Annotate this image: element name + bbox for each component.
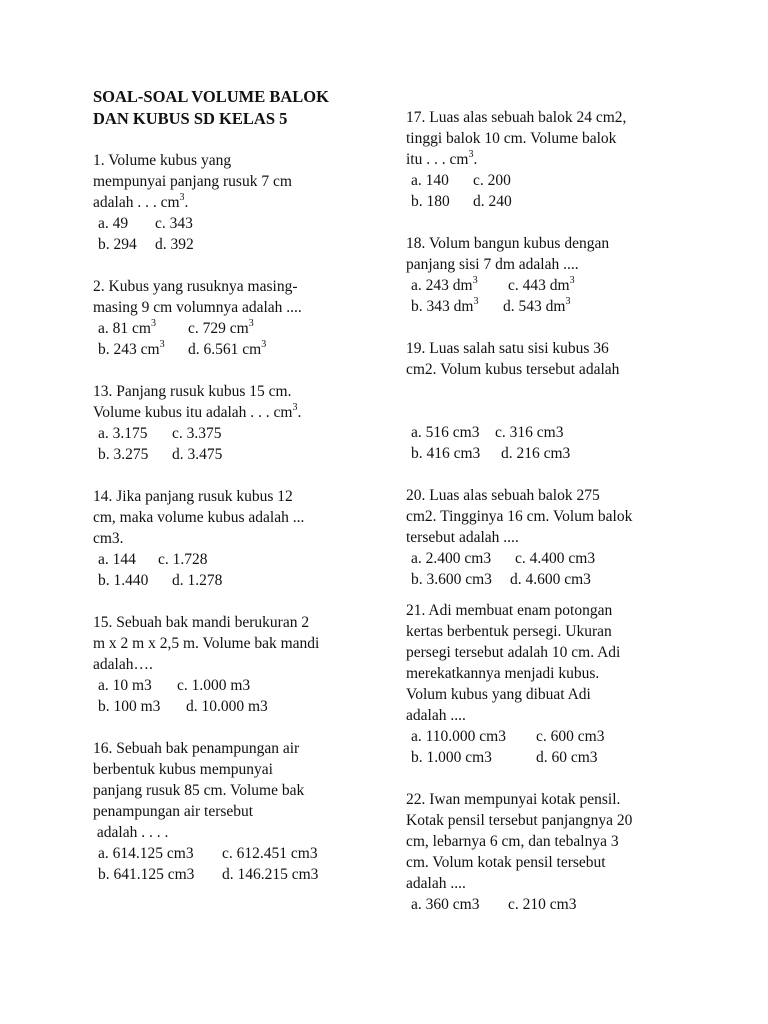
stem-line: cm, lebarnya 6 cm, dan tebalnya 3 bbox=[406, 833, 619, 850]
option-a[interactable] bbox=[411, 275, 508, 296]
title-line: SOAL-SOAL VOLUME BALOK bbox=[93, 87, 329, 106]
superscript: 3 bbox=[248, 317, 254, 329]
option-d[interactable]: d. 1.278 bbox=[172, 572, 223, 589]
option-c[interactable]: c. 3.375 bbox=[172, 425, 222, 442]
option-b[interactable]: b. 3.600 cm3 bbox=[411, 571, 492, 588]
answer-options bbox=[406, 275, 706, 317]
stem-tail: . bbox=[297, 404, 302, 421]
option-text: d. 543 dm bbox=[503, 298, 566, 315]
option-d[interactable]: d. 146.215 cm3 bbox=[222, 866, 319, 883]
stem-line bbox=[406, 149, 706, 170]
title-line: DAN KUBUS SD KELAS 5 bbox=[93, 109, 288, 128]
option-c[interactable]: c. 612.451 cm3 bbox=[222, 845, 318, 862]
option-a[interactable]: a. 614.125 cm3 bbox=[98, 845, 194, 862]
question-stem bbox=[406, 107, 706, 170]
blank-line bbox=[406, 401, 706, 422]
superscript: 3 bbox=[473, 295, 479, 307]
blank-line bbox=[406, 380, 706, 401]
stem-line: cm2. Tingginya 16 cm. Volum balok bbox=[406, 508, 633, 525]
document-title bbox=[93, 86, 383, 130]
option-b[interactable]: b. 416 cm3 bbox=[411, 445, 481, 462]
stem-text: adalah . . . cm bbox=[93, 194, 180, 211]
answer-options bbox=[406, 894, 706, 915]
option-d[interactable]: d. 4.600 cm3 bbox=[510, 571, 591, 588]
option-c[interactable]: c. 210 cm3 bbox=[508, 896, 577, 913]
option-a[interactable]: a. 49 bbox=[98, 215, 129, 232]
stem-line: mempunyai panjang rusuk 7 cm bbox=[93, 173, 292, 190]
answer-options bbox=[93, 675, 383, 717]
option-text: c. 729 cm bbox=[188, 320, 249, 337]
stem-tail: . bbox=[473, 151, 478, 168]
option-d[interactable]: d. 216 cm3 bbox=[501, 445, 571, 462]
stem-text: Volume kubus itu adalah . . . cm bbox=[93, 404, 293, 421]
question-stem bbox=[93, 150, 383, 213]
question-stem bbox=[406, 485, 706, 548]
answer-options bbox=[406, 548, 706, 590]
stem-line: 14. Jika panjang rusuk kubus 12 bbox=[93, 488, 293, 505]
option-text: c. 443 dm bbox=[508, 277, 570, 294]
answer-options bbox=[406, 726, 706, 768]
option-b[interactable] bbox=[411, 296, 503, 317]
left-column bbox=[93, 86, 383, 906]
option-c[interactable]: c. 316 cm3 bbox=[495, 424, 564, 441]
option-a[interactable]: a. 2.400 cm3 bbox=[411, 550, 492, 567]
answer-options bbox=[93, 843, 383, 885]
answer-options bbox=[93, 423, 383, 465]
option-b[interactable]: b. 100 m3 bbox=[98, 698, 161, 715]
option-d[interactable]: d. 240 bbox=[473, 193, 512, 210]
question-15 bbox=[93, 612, 383, 717]
option-c[interactable]: c. 200 bbox=[473, 172, 511, 189]
superscript: 3 bbox=[468, 148, 474, 160]
stem-line: tinggi balok 10 cm. Volume balok bbox=[406, 130, 617, 147]
stem-line bbox=[93, 192, 383, 213]
question-stem bbox=[93, 381, 383, 423]
superscript: 3 bbox=[292, 401, 298, 413]
option-d[interactable]: d. 60 cm3 bbox=[536, 749, 598, 766]
question-stem bbox=[406, 338, 706, 422]
stem-line: adalah . . . . bbox=[93, 824, 169, 841]
stem-line: kertas berbentuk persegi. Ukuran bbox=[406, 623, 612, 640]
option-b[interactable]: b. 641.125 cm3 bbox=[98, 866, 195, 883]
stem-line: 21. Adi membuat enam potongan bbox=[406, 602, 613, 619]
question-2 bbox=[93, 276, 383, 360]
stem-line: adalah…. bbox=[93, 656, 153, 673]
option-b[interactable]: b. 180 bbox=[411, 193, 450, 210]
question-stem bbox=[93, 276, 383, 318]
superscript: 3 bbox=[150, 317, 156, 329]
question-stem bbox=[93, 486, 383, 549]
superscript: 3 bbox=[565, 295, 571, 307]
stem-line: cm, maka volume kubus adalah ... bbox=[93, 509, 305, 526]
stem-line: Kotak pensil tersebut panjangnya 20 bbox=[406, 812, 633, 829]
option-a[interactable] bbox=[98, 318, 188, 339]
superscript: 3 bbox=[179, 191, 185, 203]
question-16 bbox=[93, 738, 383, 885]
question-stem bbox=[406, 789, 706, 894]
stem-line: 2. Kubus yang rusuknya masing- bbox=[93, 278, 298, 295]
stem-line: adalah .... bbox=[406, 707, 466, 724]
question-13 bbox=[93, 381, 383, 465]
stem-line: merekatkannya menjadi kubus. bbox=[406, 665, 600, 682]
option-d[interactable] bbox=[188, 339, 266, 360]
answer-options bbox=[406, 422, 706, 464]
question-17 bbox=[406, 107, 706, 212]
option-c[interactable]: c. 600 cm3 bbox=[536, 728, 605, 745]
question-stem bbox=[93, 738, 383, 843]
question-stem bbox=[406, 600, 706, 726]
option-text: b. 343 dm bbox=[411, 298, 474, 315]
question-stem bbox=[406, 233, 706, 275]
option-b[interactable]: b. 1.440 bbox=[98, 572, 149, 589]
option-d[interactable] bbox=[503, 296, 570, 317]
superscript: 3 bbox=[261, 338, 267, 350]
option-a[interactable]: a. 516 cm3 bbox=[411, 424, 480, 441]
stem-line: 16. Sebuah bak penampungan air bbox=[93, 740, 300, 757]
stem-line: 15. Sebuah bak mandi berukuran 2 bbox=[93, 614, 310, 631]
question-18 bbox=[406, 233, 706, 317]
stem-line: cm2. Volum kubus tersebut adalah bbox=[406, 361, 620, 378]
superscript: 3 bbox=[569, 274, 575, 286]
option-text: b. 243 cm bbox=[98, 341, 160, 358]
option-b[interactable]: b. 3.275 bbox=[98, 446, 149, 463]
option-b[interactable]: b. 294 bbox=[98, 236, 137, 253]
superscript: 3 bbox=[472, 274, 478, 286]
option-d[interactable]: d. 392 bbox=[155, 236, 194, 253]
stem-line: masing 9 cm volumnya adalah .... bbox=[93, 299, 302, 316]
option-b[interactable]: b. 1.000 cm3 bbox=[411, 749, 492, 766]
stem-line: cm3. bbox=[93, 530, 124, 547]
stem-line: 20. Luas alas sebuah balok 275 bbox=[406, 487, 600, 504]
question-20 bbox=[406, 485, 706, 590]
option-c[interactable] bbox=[508, 275, 575, 296]
question-1 bbox=[93, 150, 383, 255]
stem-line: 22. Iwan mempunyai kotak pensil. bbox=[406, 791, 621, 808]
answer-options bbox=[93, 549, 383, 591]
stem-line: Volum kubus yang dibuat Adi bbox=[406, 686, 591, 703]
stem-line: 1. Volume kubus yang bbox=[93, 152, 232, 169]
option-a[interactable]: a. 140 bbox=[411, 172, 449, 189]
stem-line: 13. Panjang rusuk kubus 15 cm. bbox=[93, 383, 292, 400]
stem-line: panjang rusuk 85 cm. Volume bak bbox=[93, 782, 305, 799]
question-21 bbox=[406, 600, 706, 768]
option-d[interactable]: d. 3.475 bbox=[172, 446, 223, 463]
option-c[interactable]: c. 1.000 m3 bbox=[177, 677, 251, 694]
stem-line: berbentuk kubus mempunyai bbox=[93, 761, 273, 778]
superscript: 3 bbox=[159, 338, 165, 350]
stem-line: panjang sisi 7 dm adalah .... bbox=[406, 256, 579, 273]
answer-options bbox=[93, 213, 383, 255]
question-19 bbox=[406, 338, 706, 464]
option-text: a. 81 cm bbox=[98, 320, 151, 337]
option-text: d. 6.561 cm bbox=[188, 341, 262, 358]
question-14 bbox=[93, 486, 383, 591]
stem-line: adalah .... bbox=[406, 875, 466, 892]
stem-line: m x 2 m x 2,5 m. Volume bak mandi bbox=[93, 635, 320, 652]
option-d[interactable]: d. 10.000 m3 bbox=[186, 698, 268, 715]
stem-line: 19. Luas salah satu sisi kubus 36 bbox=[406, 340, 609, 357]
option-a[interactable]: a. 110.000 cm3 bbox=[411, 728, 506, 745]
stem-tail: . bbox=[184, 194, 189, 211]
stem-line: 17. Luas alas sebuah balok 24 cm2, bbox=[406, 109, 627, 126]
answer-options bbox=[93, 318, 383, 360]
stem-line: penampungan air tersebut bbox=[93, 803, 254, 820]
option-c[interactable]: c. 1.728 bbox=[158, 551, 208, 568]
stem-line: 18. Volum bangun kubus dengan bbox=[406, 235, 610, 252]
option-text: a. 243 dm bbox=[411, 277, 473, 294]
stem-line bbox=[93, 402, 383, 423]
answer-options bbox=[406, 170, 706, 212]
option-c[interactable] bbox=[188, 318, 254, 339]
stem-line: persegi tersebut adalah 10 cm. Adi bbox=[406, 644, 621, 661]
option-c[interactable]: c. 343 bbox=[155, 215, 193, 232]
right-column bbox=[406, 107, 706, 936]
option-a[interactable]: a. 3.175 bbox=[98, 425, 148, 442]
option-a[interactable]: a. 360 cm3 bbox=[411, 896, 480, 913]
stem-line: tersebut adalah .... bbox=[406, 529, 519, 546]
option-c[interactable]: c. 4.400 cm3 bbox=[515, 550, 596, 567]
question-22 bbox=[406, 789, 706, 915]
option-b[interactable] bbox=[98, 339, 188, 360]
option-a[interactable]: a. 144 bbox=[98, 551, 136, 568]
question-stem bbox=[93, 612, 383, 675]
stem-text: itu . . . cm bbox=[406, 151, 469, 168]
stem-line: cm. Volum kotak pensil tersebut bbox=[406, 854, 606, 871]
option-a[interactable]: a. 10 m3 bbox=[98, 677, 152, 694]
